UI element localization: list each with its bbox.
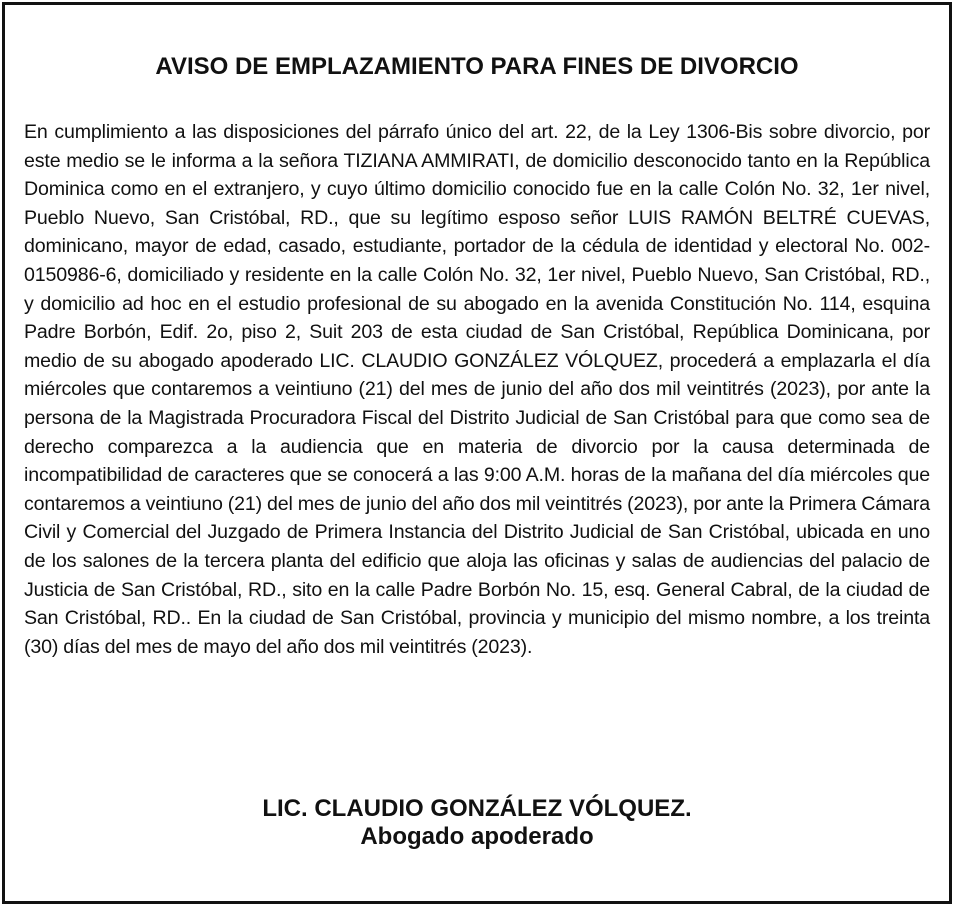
signature-name: LIC. CLAUDIO GONZÁLEZ VÓLQUEZ. [262,795,692,822]
notice-title: AVISO DE EMPLAZAMIENTO PARA FINES DE DIVORCIO [155,53,799,80]
signature-block [5,795,949,851]
signature-role: Abogado apoderado [360,823,594,850]
notice-frame [2,2,952,904]
notice-body: En cumplimiento a las disposiciones del párrafo único del art. 22, de la Ley 1306-Bis sobre divorcio, por este medio se le informa a la señora TIZIANA AMMIRATI, de domicilio desconocido tanto en la República Dominica como en el extranjero, y cuyo último domicilio conocido fue en la calle Colón No. 32, 1er nivel, Pueblo Nuevo, San Cristóbal, RD., que su legítimo esposo señor LUIS RAMÓN BELTRÉ CUEVAS, dominicano, mayor de edad, casado, estudiante, portador de la cédula de identidad y electoral No. 002-0150986-6, domiciliado y residente en la calle Colón No. 32, 1er nivel, Pueblo Nuevo, San Cristóbal, RD., y domicilio ad hoc en el estudio profesional de su abogado en la avenida Constitución No. 114, esquina Padre Borbón, Edif. 2o, piso 2, Suit 203 de esta ciudad de San Cristóbal, República Dominicana, por medio de su abogado apoderado LIC. CLAUDIO GONZÁLEZ VÓLQUEZ, procederá a emplazarla el día miércoles que contaremos a veintiuno (21) del mes de junio del año dos mil veintitrés (2023), por ante la persona de la Magistrada Procuradora Fiscal del Distrito Judicial de San Cristóbal para que como sea de derecho comparezca a la audiencia que en materia de divorcio por la causa determinada de incompatibilidad de caracteres que se conocerá a las 9:00 A.M. horas de la mañana del día miércoles que contaremos a veintiuno (21) del mes de junio del año dos mil veintitrés (2023), por ante la Primera Cámara Civil y Comercial del Juzgado de Primera Instancia del Distrito Judicial de San Cristóbal, ubicada en uno de los salones de la tercera planta del edificio que aloja las oficinas y salas de audiencias del palacio de Justicia de San Cristóbal, RD., sito en la calle Padre Borbón No. 15, esq. General Cabral, de la ciudad de San Cristóbal, RD.. En la ciudad de San Cristóbal, provincia y municipio del mismo nombre, a los treinta (30) días del mes de mayo del año dos mil veintitrés (2023). [24,121,930,658]
